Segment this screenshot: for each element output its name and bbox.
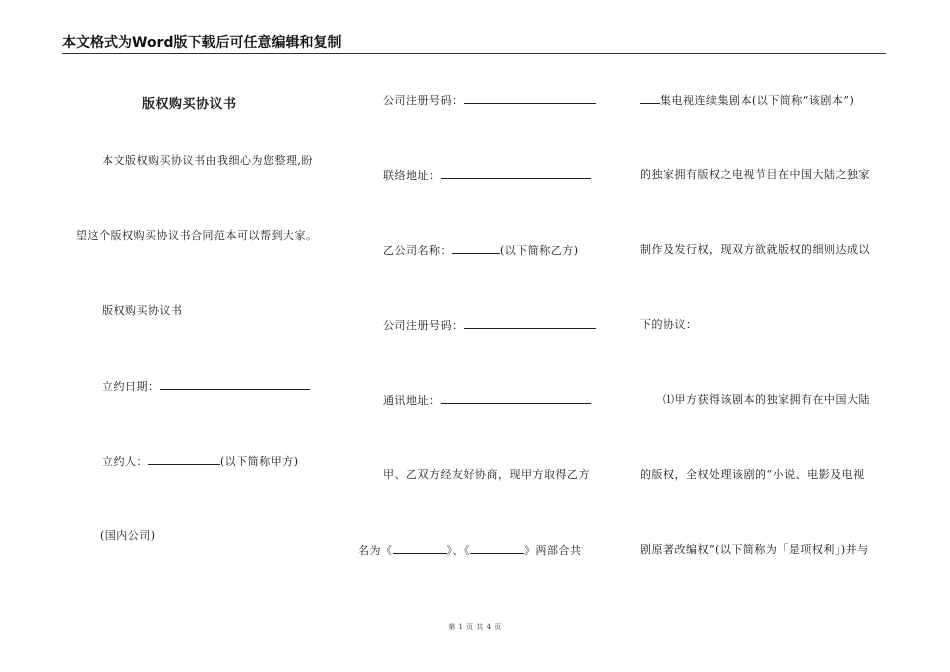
company-b-label: 乙公司名称： — [383, 244, 452, 257]
reg-line-2 — [383, 318, 596, 333]
date-blank — [160, 379, 310, 390]
reg-line-1 — [383, 93, 596, 108]
col3-line-5: ⑴甲方获得该剧本的独家拥有在中国大陆 — [663, 393, 870, 406]
date-line — [102, 379, 310, 394]
date-label: 立约日期： — [102, 380, 160, 393]
col3-line-4: 下的协议： — [640, 318, 698, 331]
party-suffix: (以下简称甲方) — [220, 455, 299, 468]
document-title: 版权购买协议书 — [142, 97, 237, 112]
col3-line-2: 的独家拥有版权之电视节目在中国大陆之独家 — [640, 168, 870, 181]
col3-line-7: 剧原著改编权”(以下简称为「是项权利」)并与 — [640, 543, 869, 556]
named-mid: 》、《 — [446, 544, 470, 557]
series-text: 集电视连续集剧本(以下简称“该剧本”) — [660, 94, 855, 107]
party-label: 立约人： — [102, 455, 148, 468]
address-line — [383, 168, 591, 183]
intro-line-2: 望这个版权购买协议书合同范本可以帮到大家。 — [76, 229, 318, 242]
company-b-line — [383, 243, 579, 258]
col3-line-3: 制作及发行权，现双方欲就版权的细则达成以 — [640, 243, 870, 256]
series-line — [640, 93, 854, 108]
named-suffix: 》两部合共 — [524, 544, 582, 557]
company-b-suffix: (以下简称乙方) — [500, 244, 579, 257]
series-blank — [640, 93, 660, 104]
subtitle: 版权购买协议书 — [102, 304, 183, 317]
named-blank-1 — [393, 543, 447, 554]
header-title: 本文格式为Word版下载后可任意编辑和复制 — [62, 35, 342, 51]
named-prefix: 名为《 — [358, 544, 393, 557]
mail-label: 通讯地址： — [383, 394, 441, 407]
mail-blank — [441, 393, 591, 404]
mail-line — [383, 393, 591, 408]
col3-line-6: 的版权，全权处理该剧的“小说、电影及电视 — [640, 468, 865, 481]
company-b-blank — [452, 243, 500, 254]
negotiate-line: 甲、乙双方经友好协商，现甲方取得乙方 — [383, 468, 590, 481]
reg-blank-1 — [464, 93, 596, 104]
domestic-note: (国内公司) — [100, 529, 156, 542]
header-divider — [62, 53, 886, 54]
named-line — [358, 543, 582, 558]
intro-line-1: 本文版权购买协议书由我细心为您整理,盼 — [102, 154, 313, 167]
party-line — [102, 454, 299, 469]
party-blank — [148, 454, 220, 465]
page-number: 第 1 页 共 4 页 — [448, 623, 502, 631]
address-label: 联络地址： — [383, 169, 441, 182]
reg-label-1: 公司注册号码： — [383, 94, 464, 107]
reg-label-2: 公司注册号码： — [383, 319, 464, 332]
named-blank-2 — [470, 543, 524, 554]
reg-blank-2 — [464, 318, 596, 329]
address-blank — [441, 168, 591, 179]
